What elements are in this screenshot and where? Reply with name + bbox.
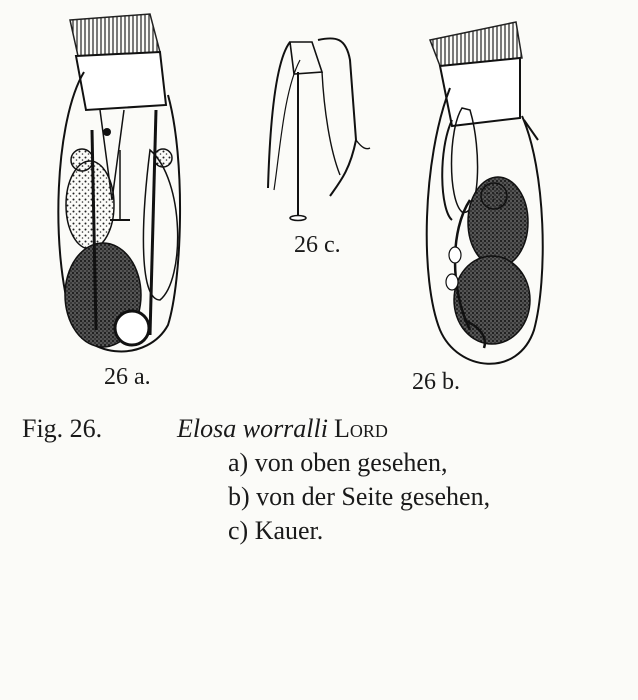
caption-item-b: b) von der Seite gesehen, [228, 482, 491, 511]
caption-heading [22, 412, 490, 446]
panel-label-26a: 26 a. [104, 364, 151, 390]
specimen-26b-drawing [427, 22, 543, 364]
specimen-26a-drawing [58, 14, 180, 351]
caption-items [228, 446, 490, 548]
panel-label-26c: 26 c. [294, 232, 341, 258]
species-author: Lord [333, 414, 388, 443]
figure-caption [22, 412, 490, 548]
caption-item-c: c) Kauer. [228, 516, 324, 545]
species-name: Elosa worralli [177, 414, 328, 443]
panel-label-26b: 26 b. [412, 369, 460, 395]
specimen-26c-drawing [268, 38, 370, 220]
caption-item-a: a) von oben gesehen, [228, 448, 448, 477]
figure-number: Fig. 26. [22, 414, 103, 443]
